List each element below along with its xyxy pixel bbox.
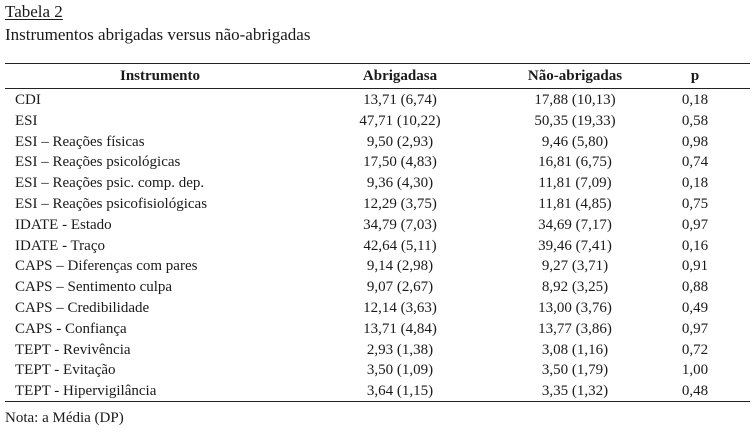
cell-abrigadas: 3,64 (1,15) bbox=[366, 383, 434, 400]
cell-instrumento: IDATE - Estado bbox=[15, 216, 112, 233]
cell-instrumento: CAPS - Confiança bbox=[15, 320, 127, 337]
table-row bbox=[5, 340, 750, 361]
cell-nao-abrigadas: 11,81 (7,09) bbox=[538, 175, 612, 192]
table-label: Tabela 2 bbox=[5, 2, 63, 21]
table-top-rule bbox=[5, 63, 750, 64]
cell-p: 0,74 bbox=[681, 154, 709, 171]
cell-p: 0,18 bbox=[681, 92, 709, 108]
cell-instrumento: CAPS – Credibilidade bbox=[15, 299, 150, 316]
cell-p: 0,88 bbox=[681, 279, 709, 296]
table-row bbox=[5, 236, 750, 257]
cell-nao-abrigadas: 13,77 (3,86) bbox=[538, 320, 612, 337]
cell-nao-abrigadas: 3,08 (1,16) bbox=[541, 341, 609, 358]
cell-nao-abrigadas: 3,50 (1,79) bbox=[541, 362, 609, 379]
cell-nao-abrigadas: 16,81 (6,75) bbox=[538, 154, 612, 171]
cell-instrumento: TEPT - Evitação bbox=[15, 362, 116, 379]
cell-abrigadas: 17,50 (4,83) bbox=[363, 154, 437, 171]
cell-instrumento: ESI – Reações psicofisiológicas bbox=[15, 195, 208, 212]
cell-abrigadas: 13,71 (6,74) bbox=[363, 92, 437, 108]
table-row bbox=[5, 173, 750, 194]
cell-p: 0,58 bbox=[681, 112, 709, 129]
cell-abrigadas: 9,50 (2,93) bbox=[366, 133, 434, 150]
table-row bbox=[5, 152, 750, 173]
cell-nao-abrigadas: 11,81 (4,85) bbox=[538, 195, 612, 212]
cell-p: 0,18 bbox=[681, 175, 709, 192]
cell-abrigadas: 9,07 (2,67) bbox=[366, 279, 434, 296]
cell-abrigadas: 34,79 (7,03) bbox=[363, 216, 437, 233]
cell-instrumento: IDATE - Traço bbox=[15, 237, 105, 254]
table-body bbox=[5, 90, 750, 402]
table-header bbox=[5, 66, 750, 86]
table-row bbox=[5, 111, 750, 132]
cell-p: 0,16 bbox=[681, 237, 709, 254]
table-row bbox=[5, 277, 750, 298]
cell-abrigadas: 12,14 (3,63) bbox=[363, 299, 437, 316]
header-nao-abrigadas: Não-abrigadas bbox=[527, 68, 623, 84]
table-row bbox=[5, 256, 750, 277]
cell-nao-abrigadas: 9,27 (3,71) bbox=[541, 258, 609, 275]
table-row bbox=[5, 132, 750, 153]
cell-nao-abrigadas: 8,92 (3,25) bbox=[541, 279, 609, 296]
header-instrumento: Instrumento bbox=[119, 68, 200, 84]
cell-p: 0,48 bbox=[681, 383, 709, 400]
cell-nao-abrigadas: 9,46 (5,80) bbox=[541, 133, 609, 150]
cell-abrigadas: 13,71 (4,84) bbox=[363, 320, 437, 337]
cell-instrumento: CAPS – Sentimento culpa bbox=[15, 279, 173, 296]
cell-abrigadas: 12,29 (3,75) bbox=[363, 195, 437, 212]
table-row bbox=[5, 215, 750, 236]
cell-instrumento: ESI – Reações psic. comp. dep. bbox=[15, 175, 205, 192]
cell-p: 0,91 bbox=[681, 258, 709, 275]
cell-instrumento: CDI bbox=[15, 92, 41, 108]
header-abrigadas: Abrigadasa bbox=[362, 68, 438, 84]
cell-abrigadas: 9,14 (2,98) bbox=[366, 258, 434, 275]
cell-abrigadas: 42,64 (5,11) bbox=[363, 237, 437, 254]
cell-instrumento: ESI bbox=[15, 112, 38, 129]
cell-instrumento: TEPT - Revivência bbox=[15, 341, 131, 358]
table-row bbox=[5, 319, 750, 340]
cell-p: 0,97 bbox=[681, 320, 709, 337]
cell-abrigadas: 3,50 (1,09) bbox=[366, 362, 434, 379]
table-row bbox=[5, 298, 750, 319]
cell-nao-abrigadas: 39,46 (7,41) bbox=[538, 237, 612, 254]
cell-abrigadas: 47,71 (10,22) bbox=[359, 112, 441, 129]
cell-p: 0,72 bbox=[681, 341, 709, 358]
cell-nao-abrigadas: 50,35 (19,33) bbox=[534, 112, 616, 129]
cell-nao-abrigadas: 17,88 (10,13) bbox=[534, 92, 616, 108]
table-row bbox=[5, 90, 750, 111]
cell-instrumento: ESI – Reações psicológicas bbox=[15, 154, 181, 171]
cell-instrumento: CAPS – Diferenças com pares bbox=[15, 258, 198, 275]
table-row bbox=[5, 381, 750, 402]
cell-abrigadas: 9,36 (4,30) bbox=[366, 175, 434, 192]
cell-instrumento: ESI – Reações físicas bbox=[15, 133, 145, 150]
header-p: p bbox=[690, 68, 700, 84]
cell-instrumento: TEPT - Hipervigilância bbox=[15, 383, 157, 400]
cell-p: 0,75 bbox=[681, 195, 709, 212]
cell-p: 1,00 bbox=[681, 362, 709, 379]
cell-nao-abrigadas: 13,00 (3,76) bbox=[538, 299, 612, 316]
table-row bbox=[5, 194, 750, 215]
cell-nao-abrigadas: 34,69 (7,17) bbox=[538, 216, 612, 233]
table-bottom-rule bbox=[5, 401, 750, 402]
table-row bbox=[5, 360, 750, 381]
cell-nao-abrigadas: 3,35 (1,32) bbox=[541, 383, 609, 400]
cell-abrigadas: 2,93 (1,38) bbox=[366, 341, 434, 358]
cell-p: 0,49 bbox=[681, 299, 709, 316]
cell-p: 0,98 bbox=[681, 133, 709, 150]
table-header-rule bbox=[5, 88, 750, 89]
cell-p: 0,97 bbox=[681, 216, 709, 233]
table-note: Nota: a Média (DP) bbox=[5, 410, 124, 426]
table-title: Instrumentos abrigadas versus não-abrigadas bbox=[5, 25, 311, 44]
